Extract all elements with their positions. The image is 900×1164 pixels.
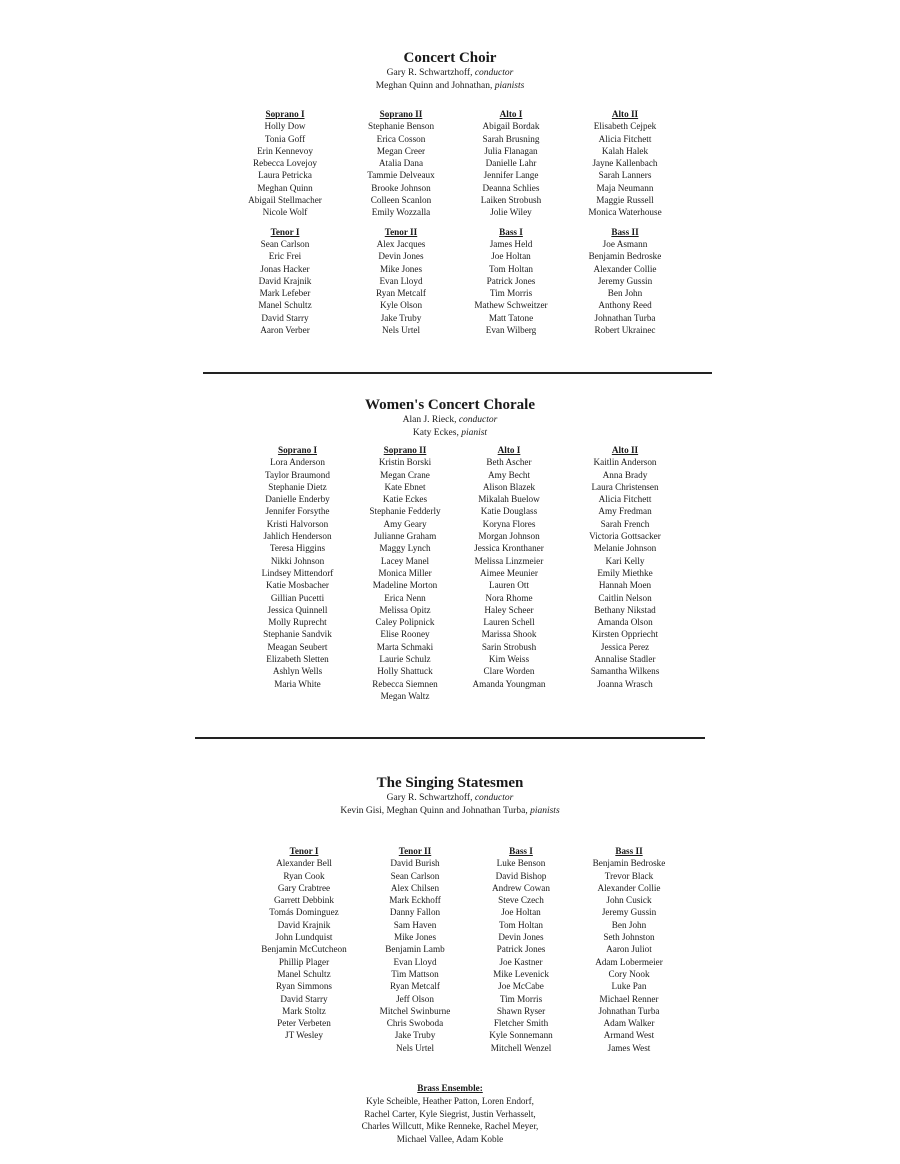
section-soprano-2 (345, 108, 457, 219)
member-name: David Starry (280, 993, 328, 1004)
member-name: Evan Lloyd (379, 275, 423, 286)
member-name: Laurie Schulz (379, 654, 431, 665)
concert-choir-column-2 (345, 108, 457, 343)
member-name: Maggie Russell (596, 195, 654, 206)
pianists-role: pianists (530, 806, 560, 816)
member-name: Laura Christensen (591, 481, 659, 492)
section-heading: Tenor II (398, 846, 432, 856)
member-name: Kaitlin Anderson (593, 457, 657, 468)
name-list (248, 857, 360, 1041)
member-name: Mikalah Buelow (478, 494, 540, 505)
member-name: Jessica Quinnell (267, 604, 328, 615)
member-name: Kirsten Oppriecht (591, 629, 659, 640)
member-name: Johnathan Turba (594, 312, 656, 323)
member-name: Evan Wilberg (485, 325, 537, 336)
member-name: Meghan Quinn (257, 182, 313, 193)
member-name: Jessica Kronthaner (474, 543, 544, 554)
section-heading: Soprano II (383, 445, 427, 455)
member-name: Adam Lobermeier (595, 956, 663, 967)
name-list (565, 120, 685, 218)
member-name: Tom Holtan (488, 263, 533, 274)
member-name: Amy Fredman (598, 506, 652, 517)
section-heading: Alto II (611, 445, 639, 455)
member-name: Benjamin Bedroske (588, 251, 662, 262)
pianists-role: pianist (461, 428, 488, 438)
name-list (240, 456, 355, 690)
member-name: Benjamin Lamb (385, 944, 445, 955)
member-name: Monica Waterhouse (588, 207, 662, 218)
brass-ensemble (0, 1082, 900, 1145)
conductor-name: Alan J. Rieck, (402, 415, 457, 425)
member-name: Devin Jones (498, 932, 544, 943)
member-name: Haley Scheer (484, 604, 534, 615)
member-name: Cory Nook (608, 968, 650, 979)
member-name: Jessica Perez (600, 641, 650, 652)
member-name: Elizabeth Sletten (266, 654, 329, 665)
member-name: James Held (489, 238, 533, 249)
member-name: Sean Carlson (260, 238, 310, 249)
name-list (225, 238, 345, 336)
member-name: Eric Frei (268, 251, 302, 262)
name-list (470, 857, 572, 1054)
member-name: Elisabeth Cejpek (593, 121, 657, 132)
statesmen-column-4 (572, 845, 686, 1054)
member-name: Robert Ukrainec (594, 325, 656, 336)
member-name: JT Wesley (285, 1030, 323, 1041)
brass-line: Rachel Carter, Kyle Siegrist, Justin Verhasselt, (364, 1108, 536, 1119)
member-name: Abigail Stellmacher (248, 195, 322, 206)
member-name: Mark Stoltz (282, 1005, 326, 1016)
member-name: Megan Crane (380, 469, 430, 480)
member-name: Tonia Goff (264, 133, 306, 144)
member-name: David Krajnik (258, 275, 312, 286)
member-name: Nels Urtel (395, 1042, 434, 1053)
member-name: Amanda Olson (597, 617, 653, 628)
member-name: Caley Polipnick (375, 617, 435, 628)
member-name: Holly Shattuck (377, 666, 433, 677)
member-name: Trevor Black (604, 870, 654, 881)
member-name: Evan Lloyd (393, 956, 437, 967)
member-name: Lora Anderson (270, 457, 325, 468)
section-heading: Bass I (509, 846, 533, 856)
member-name: Benjamin Bedroske (592, 858, 666, 869)
brass-line: Kyle Scheible, Heather Patton, Loren Endorf, (366, 1096, 534, 1107)
member-name: Anna Brady (602, 469, 648, 480)
conductor-role: conductor (474, 793, 514, 803)
member-name: Devin Jones (378, 251, 424, 262)
section-divider-1 (203, 372, 712, 374)
member-name: Aimee Meunier (480, 567, 538, 578)
member-name: Colleen Scanlon (370, 195, 432, 206)
member-name: Peter Verbeten (277, 1018, 331, 1029)
member-name: Morgan Johnson (478, 531, 540, 542)
member-name: John Cusick (606, 895, 652, 906)
member-name: Kate Ebnet (384, 481, 426, 492)
member-name: Luke Pan (611, 981, 647, 992)
section-soprano-1 (225, 108, 345, 219)
member-name: Jahlich Henderson (263, 531, 332, 542)
brass-ensemble-heading: Brass Ensemble: (417, 1083, 483, 1093)
pianists-role: pianists (494, 81, 525, 91)
member-name: Sarah Lanners (598, 170, 652, 181)
concert-choir-pianists (0, 80, 900, 93)
member-name: Amy Geary (383, 518, 427, 529)
member-name: Maggy Lynch (379, 543, 431, 554)
member-name: Jonas Hacker (260, 263, 310, 274)
section-bass-1 (457, 226, 565, 337)
pianists-names: Meghan Quinn and Johnathan, (375, 81, 493, 91)
member-name: Joe Kastner (499, 956, 543, 967)
member-name: Garrett Debbink (274, 895, 334, 906)
member-name: Stephanie Sandvik (263, 629, 332, 640)
member-name: Marissa Shook (481, 629, 537, 640)
member-name: Ryan Metcalf (390, 981, 440, 992)
member-name: Danielle Enderby (265, 494, 330, 505)
member-name: Rebecca Siemnen (372, 678, 438, 689)
member-name: Melissa Linzmeier (474, 555, 544, 566)
member-name: Alicia Fitchett (598, 133, 652, 144)
pianists-names: Katy Eckes, (412, 428, 459, 438)
singing-statesmen-roster (248, 845, 686, 1054)
member-name: Patrick Jones (486, 275, 536, 286)
member-name: Emily Wozzalla (371, 207, 431, 218)
member-name: Manel Schultz (258, 300, 312, 311)
name-list (457, 120, 565, 218)
singing-statesmen-title: The Singing Statesmen (376, 775, 524, 791)
member-name: Atalia Dana (378, 158, 424, 169)
member-name: Alicia Fitchett (598, 494, 652, 505)
member-name: Sarin Strobush (481, 641, 537, 652)
section-alto-1 (457, 108, 565, 219)
member-name: Kim Weiss (488, 654, 530, 665)
member-name: Megan Waltz (380, 690, 430, 701)
member-name: Alexander Bell (276, 858, 332, 869)
section-alto-2 (565, 108, 685, 219)
member-name: Mitchell Wenzel (490, 1042, 552, 1053)
concert-choir-column-4 (565, 108, 685, 343)
womens-chorale-title: Women's Concert Chorale (365, 397, 535, 413)
member-name: James West (607, 1042, 651, 1053)
member-name: Danny Fallon (389, 907, 441, 918)
member-name: Lindsey Mittendorf (261, 567, 334, 578)
member-name: Shawn Ryser (496, 1005, 546, 1016)
member-name: Lacey Manel (380, 555, 430, 566)
brass-line: Charles Willcutt, Mike Renneke, Rachel Meyer, (361, 1121, 539, 1132)
member-name: Anthony Reed (598, 300, 652, 311)
member-name: Sarah Brusning (482, 133, 540, 144)
member-name: Stephanie Fedderly (369, 506, 441, 517)
member-name: Joanna Wrasch (597, 678, 653, 689)
name-list (345, 120, 457, 218)
name-list (563, 456, 687, 690)
member-name: Gary Crabtree (277, 882, 331, 893)
womens-chorale-column-1 (240, 444, 355, 702)
member-name: Jeremy Gussin (597, 275, 653, 286)
member-name: Ryan Metcalf (376, 288, 426, 299)
statesmen-column-3 (470, 845, 572, 1054)
member-name: Hannah Moen (598, 580, 652, 591)
section-heading: Bass II (615, 846, 643, 856)
pianists-names: Kevin Gisi, Meghan Quinn and Johnathan Turba, (340, 806, 528, 816)
member-name: Jolie Wiley (490, 207, 532, 218)
member-name: Tammie Delveaux (367, 170, 435, 181)
member-name: Jeff Olson (396, 993, 434, 1004)
name-list (565, 238, 685, 336)
section-tenor-2 (345, 226, 457, 337)
member-name: Mitchel Swinburne (379, 1005, 451, 1016)
member-name: Joe Holtan (491, 251, 531, 262)
member-name: Koryna Flores (482, 518, 536, 529)
member-name: Abigail Bordak (482, 121, 540, 132)
member-name: Stephanie Dietz (268, 481, 327, 492)
concert-choir-title: Concert Choir (403, 50, 497, 66)
member-name: Maria White (274, 678, 321, 689)
member-name: Deanna Schlies (482, 182, 540, 193)
member-name: Gillian Pucetti (270, 592, 325, 603)
member-name: Manel Schultz (277, 968, 331, 979)
member-name: Mike Jones (393, 932, 437, 943)
member-name: Alex Jacques (376, 238, 426, 249)
member-name: Taylor Braumond (265, 469, 330, 480)
singing-statesmen-conductor (0, 792, 900, 805)
member-name: Katie Eckes (382, 494, 428, 505)
member-name: Erica Cosson (376, 133, 426, 144)
member-name: Mark Lefeber (259, 288, 311, 299)
member-name: Tom Holtan (498, 919, 543, 930)
member-name: Tomás Dominguez (269, 907, 339, 918)
member-name: Jennifer Forsythe (265, 506, 330, 517)
member-name: Michael Renner (599, 993, 659, 1004)
member-name: Aaron Verber (260, 325, 310, 336)
member-name: Victoria Gottsacker (589, 531, 661, 542)
member-name: Nels Urtel (381, 325, 420, 336)
member-name: Katie Mosbacher (265, 580, 329, 591)
womens-chorale-roster (240, 444, 687, 702)
member-name: Alex Chilsen (390, 882, 440, 893)
member-name: Laiken Strobush (480, 195, 542, 206)
concert-choir-roster (225, 108, 685, 343)
member-name: Maja Neumann (596, 182, 654, 193)
member-name: Andrew Cowan (492, 882, 550, 893)
member-name: Nikki Johnson (270, 555, 325, 566)
member-name: Nicole Wolf (262, 207, 308, 218)
member-name: Kristi Halvorson (266, 518, 329, 529)
name-list (225, 120, 345, 218)
member-name: Danielle Lahr (485, 158, 537, 169)
section-heading: Tenor I (289, 846, 319, 856)
member-name: Amanda Youngman (472, 678, 546, 689)
name-list (355, 456, 455, 702)
womens-chorale-conductor (0, 414, 900, 427)
member-name: Bethany Nikstad (594, 604, 656, 615)
member-name: Melanie Johnson (593, 543, 657, 554)
member-name: Alexander Collie (593, 263, 657, 274)
conductor-name: Gary R. Schwartzhoff, (386, 68, 473, 78)
member-name: Rebecca Lovejoy (252, 158, 318, 169)
section-bass-2 (565, 226, 685, 337)
section-heading: Soprano I (277, 445, 318, 455)
member-name: Ben John (611, 919, 647, 930)
member-name: Kyle Olson (379, 300, 423, 311)
member-name: David Krajnik (277, 919, 331, 930)
member-name: David Burish (390, 858, 440, 869)
member-name: Emily Miethke (597, 567, 653, 578)
section-heading: Bass I (499, 226, 523, 237)
section-heading: Alto I (499, 109, 523, 119)
conductor-role: conductor (474, 68, 514, 78)
concert-choir-column-1 (225, 108, 345, 343)
member-name: Steve Czech (498, 895, 544, 906)
section-heading: Alto I (497, 445, 521, 455)
member-name: Jeremy Gussin (601, 907, 657, 918)
member-name: Molly Ruprecht (268, 617, 327, 628)
member-name: Ben John (607, 288, 643, 299)
member-name: Megan Creer (376, 145, 426, 156)
member-name: Tim Morris (489, 288, 533, 299)
member-name: Kari Kelly (605, 555, 645, 566)
section-tenor-1 (225, 226, 345, 337)
member-name: Ryan Cook (283, 870, 325, 881)
member-name: Nora Rhome (485, 592, 533, 603)
member-name: Matt Tatone (488, 312, 534, 323)
concert-choir-column-3 (457, 108, 565, 343)
member-name: Teresa Higgins (269, 543, 326, 554)
member-name: Holly Dow (264, 121, 306, 132)
member-name: Tim Morris (499, 993, 543, 1004)
name-list (455, 456, 563, 690)
member-name: Joe Asmann (602, 238, 648, 249)
member-name: Madeline Morton (372, 580, 438, 591)
member-name: Elise Rooney (380, 629, 430, 640)
womens-chorale-header (0, 397, 900, 440)
section-heading: Bass II (611, 226, 639, 237)
member-name: Julia Flanagan (484, 145, 538, 156)
member-name: Marta Schmaki (376, 641, 434, 652)
member-name: Sarah French (600, 518, 650, 529)
member-name: Lauren Ott (488, 580, 530, 591)
womens-chorale-column-3 (455, 444, 563, 702)
name-list (345, 238, 457, 336)
member-name: Luke Benson (496, 858, 546, 869)
brass-line: Michael Vallee, Adam Koble (396, 1133, 504, 1144)
member-name: Lauren Schell (483, 617, 535, 628)
member-name: Melissa Opitz (379, 604, 431, 615)
member-name: Amy Becht (487, 469, 531, 480)
womens-chorale-column-2 (355, 444, 455, 702)
member-name: Joe McCabe (498, 981, 544, 992)
member-name: Seth Johnston (603, 932, 655, 943)
name-list (360, 857, 470, 1054)
conductor-name: Gary R. Schwartzhoff, (386, 793, 473, 803)
member-name: Armand West (603, 1030, 655, 1041)
member-name: Samantha Wilkens (590, 666, 660, 677)
member-name: Beth Ascher (486, 457, 532, 468)
concert-choir-conductor (0, 67, 900, 80)
section-heading: Alto II (611, 109, 639, 119)
womens-chorale-pianist (0, 427, 900, 440)
member-name: Jake Truby (394, 1030, 436, 1041)
member-name: Mathew Schweitzer (474, 300, 548, 311)
singing-statesmen-pianists (0, 805, 900, 818)
member-name: Katie Douglass (480, 506, 538, 517)
member-name: Brooke Johnson (371, 182, 431, 193)
statesmen-column-1 (248, 845, 360, 1054)
member-name: Adam Walker (603, 1018, 655, 1029)
member-name: Patrick Jones (496, 944, 546, 955)
statesmen-column-2 (360, 845, 470, 1054)
member-name: Ryan Simmons (275, 981, 333, 992)
member-name: Chris Swoboda (386, 1018, 444, 1029)
member-name: Erin Kennevoy (257, 145, 313, 156)
member-name: Alison Blazek (482, 481, 536, 492)
womens-chorale-column-4 (563, 444, 687, 702)
member-name: Kalah Halek (601, 145, 649, 156)
conductor-role: conductor (458, 415, 498, 425)
member-name: Aaron Juliot (606, 944, 652, 955)
member-name: David Bishop (495, 870, 547, 881)
member-name: Jake Truby (380, 312, 422, 323)
member-name: Kristin Borski (378, 457, 432, 468)
member-name: Fletcher Smith (493, 1018, 549, 1029)
member-name: Mike Jones (379, 263, 423, 274)
member-name: Stephanie Benson (367, 121, 435, 132)
member-name: Jennifer Lange (483, 170, 539, 181)
member-name: Erica Nenn (384, 592, 426, 603)
member-name: Ashlyn Wells (272, 666, 323, 677)
member-name: Sam Haven (393, 919, 437, 930)
member-name: Caitlin Nelson (598, 592, 652, 603)
singing-statesmen-header (0, 775, 900, 818)
member-name: Monica Miller (378, 567, 432, 578)
member-name: Annalise Stadler (594, 654, 656, 665)
section-heading: Tenor I (270, 226, 300, 237)
member-name: Joe Holtan (501, 907, 541, 918)
member-name: John Lundquist (275, 932, 333, 943)
member-name: Alexander Collie (597, 882, 661, 893)
member-name: Meagan Seubert (267, 641, 328, 652)
section-divider-2 (195, 737, 705, 739)
section-heading: Soprano II (379, 109, 423, 119)
member-name: Jayne Kallenbach (592, 158, 658, 169)
section-heading: Tenor II (384, 226, 418, 237)
member-name: Sean Carlson (390, 870, 440, 881)
member-name: Johnathan Turba (598, 1005, 660, 1016)
member-name: Mark Eckhoff (389, 895, 441, 906)
member-name: Laura Petricka (258, 170, 312, 181)
name-list (572, 857, 686, 1054)
member-name: Benjamin McCutcheon (261, 944, 347, 955)
member-name: Tim Mattson (391, 968, 439, 979)
member-name: Clare Worden (483, 666, 535, 677)
member-name: Julianne Graham (373, 531, 437, 542)
member-name: Phillip Plager (278, 956, 330, 967)
name-list (457, 238, 565, 336)
member-name: Kyle Sonnemann (489, 1030, 553, 1041)
member-name: David Starry (261, 312, 309, 323)
member-name: Mike Levenick (493, 968, 549, 979)
concert-choir-header (0, 50, 900, 93)
section-heading: Soprano I (265, 109, 305, 119)
